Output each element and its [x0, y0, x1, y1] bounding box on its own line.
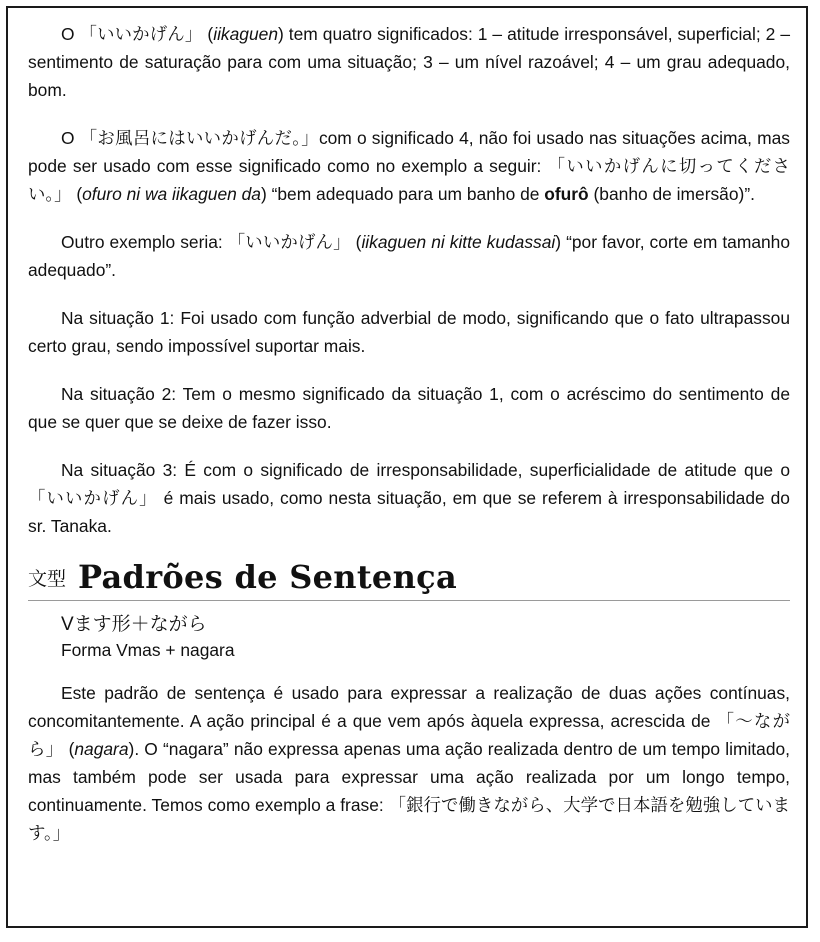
romaji-term: nagara [74, 739, 129, 759]
text: ). O “nagara” não expressa apenas uma ação realizada dentro de um tempo limitado, mas também pode ser usada para expressar uma ação realizada por um longo tempo, continuamente. Temos como exemplo a frase: [28, 739, 790, 815]
text: é mais usado, como nesta situação, em que se referem à irresponsabilidade do sr. Tanaka. [28, 488, 790, 536]
japanese-term: 「いいかげん」 [79, 24, 203, 44]
paragraph-iikaguen-meanings [28, 20, 790, 104]
section-heading [28, 558, 790, 601]
page-frame [6, 6, 808, 928]
romaji-term: iikaguen [213, 24, 278, 44]
text: O [61, 128, 80, 148]
text: ) “por favor, corte em tamanho adequado”. [28, 232, 791, 280]
text: ( [350, 232, 362, 252]
romaji-term: iikaguen ni kitte kudassai [361, 232, 556, 252]
paragraph-meaning-4 [28, 124, 790, 208]
japanese-example-sentence: 「銀行で働きながら、大学で日本語を勉強しています。」 [28, 795, 790, 843]
japanese-term: 「～ながら」 [28, 711, 790, 759]
text: O [61, 24, 80, 44]
pattern-japanese: Vます形＋ながら [61, 614, 207, 635]
romaji-term: ofuro ni wa iikaguen da [82, 184, 261, 204]
paragraph-situation-2: Na situação 2: Tem o mesmo significado da situação 1, com o acréscimo do sentimento de que se quer que se deixe de fazer isso. [28, 384, 790, 432]
text: (banho de imersão)”. [588, 184, 755, 204]
text: ( [202, 24, 214, 44]
text: ( [71, 184, 83, 204]
text: ) tem quatro significados: 1 – atitude irresponsável, superficial; 2 – sentimento de saturação para com uma situação; 3 – um nível razoável; 4 – um grau adequado, bom. [28, 24, 791, 100]
paragraph-situation-3 [28, 456, 790, 540]
pattern-romanized: Forma Vmas + nagara [61, 640, 235, 660]
japanese-example: 「いいかげんに切ってください。」 [28, 156, 790, 204]
paragraph-pattern-explanation [28, 679, 790, 847]
section-kanji-label: 文型 [28, 569, 67, 590]
text: ( [63, 739, 75, 759]
text: Este padrão de sentença é usado para expressar a realização de duas ações contínuas, concomitantemente. A ação principal é a que vem após àquela expressa, acrescida de [28, 683, 790, 731]
text: Outro exemplo seria: [61, 232, 228, 252]
text: Na situação 3: É com o significado de irresponsabilidade, superficialidade de atitude que o [61, 460, 790, 480]
document-body [28, 20, 790, 847]
paragraph-situation-1: Na situação 1: Foi usado com função adverbial de modo, significando que o fato ultrapassou certo grau, sendo impossível suportar mais. [28, 308, 790, 356]
text: com o significado 4, não foi usado nas situações acima, mas pode ser usado com esse significado como no exemplo a seguir: [28, 128, 790, 176]
paragraph-other-example [28, 228, 790, 284]
section-title: Padrões de Sentença [78, 558, 457, 596]
text: ) “bem adequado para um banho de [260, 184, 545, 204]
japanese-example: 「お風呂にはいいかげんだ。」 [79, 128, 319, 148]
sentence-pattern [28, 611, 790, 663]
bold-term: ofurô [544, 184, 589, 204]
japanese-term: 「いいかげん」 [28, 488, 158, 508]
japanese-term: 「いいかげん」 [227, 232, 351, 252]
